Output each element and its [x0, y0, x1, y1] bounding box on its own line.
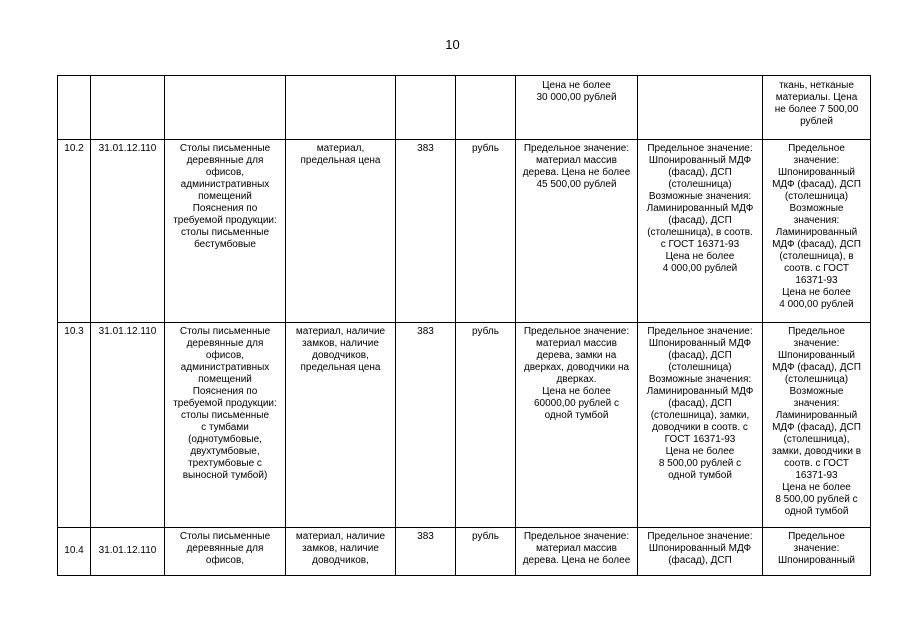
cell-characteristic — [286, 76, 396, 140]
cell-value-lead: Предельное значение: Шпонированный МДФ (фасад), ДСП — [638, 528, 763, 576]
table-row — [58, 76, 871, 140]
cell-code: 31.01.12.110 — [91, 140, 165, 323]
cell-code: 31.01.12.110 — [91, 528, 165, 576]
cell-value-high: Цена не более 30 000,00 рублей — [516, 76, 638, 140]
cell-characteristic: материал, наличие замков, наличие доводчиков, — [286, 528, 396, 576]
cell-unit: рубль — [456, 528, 516, 576]
cell-okei: 383 — [396, 323, 456, 528]
cell-number: 10.2 — [58, 140, 91, 323]
requirements-table — [57, 75, 871, 576]
table-row — [58, 323, 871, 528]
cell-value-other: Предельное значение: Шпонированный МДФ (фасад), ДСП (столешница) Возможные значения: Ламинированный МДФ (фасад), ДСП (столешница), замки, доводчики в соотв. с ГОСТ 16371-93 Цена не более 8 500,00 рублей с одной тумбой — [763, 323, 871, 528]
cell-value-high: Предельное значение: материал массив дерева. Цена не более 45 500,00 рублей — [516, 140, 638, 323]
cell-number — [58, 76, 91, 140]
page-number: 10 — [445, 37, 460, 52]
cell-unit: рубль — [456, 140, 516, 323]
cell-characteristic: материал, предельная цена — [286, 140, 396, 323]
cell-value-high: Предельное значение: материал массив дерева. Цена не более — [516, 528, 638, 576]
cell-name — [165, 76, 286, 140]
cell-okei: 383 — [396, 140, 456, 323]
table-row — [58, 528, 871, 576]
cell-value-lead: Предельное значение: Шпонированный МДФ (фасад), ДСП (столешница) Возможные значения: Ламинированный МДФ (фасад), ДСП (столешница), замки, доводчики в соотв. с ГОСТ 16371-93 Цена не более 8 500,00 рублей с одной тумбой — [638, 323, 763, 528]
cell-value-high: Предельное значение: материал массив дерева, замки на дверках, доводчики на дверках. Цена не более 60000,00 рублей с одной тумбой — [516, 323, 638, 528]
cell-code — [91, 76, 165, 140]
cell-name: Столы письменные деревянные для офисов, — [165, 528, 286, 576]
cell-okei — [396, 76, 456, 140]
cell-value-other: ткань, нетканые материалы. Цена не более 7 500,00 рублей — [763, 76, 871, 140]
cell-code: 31.01.12.110 — [91, 323, 165, 528]
cell-value-other: Предельное значение: Шпонированный — [763, 528, 871, 576]
cell-unit: рубль — [456, 323, 516, 528]
table-row — [58, 140, 871, 323]
cell-value-lead: Предельное значение: Шпонированный МДФ (фасад), ДСП (столешница) Возможные значения: Ламинированный МДФ (фасад), ДСП (столешница), в соотв. с ГОСТ 16371-93 Цена не более 4 000,00 рублей — [638, 140, 763, 323]
cell-number: 10.4 — [58, 528, 91, 576]
cell-okei: 383 — [396, 528, 456, 576]
cell-value-other: Предельное значение: Шпонированный МДФ (фасад), ДСП (столешница) Возможные значения: Ламинированный МДФ (фасад), ДСП (столешница), в соотв. с ГОСТ 16371-93 Цена не более 4 000,00 рублей — [763, 140, 871, 323]
cell-number: 10.3 — [58, 323, 91, 528]
cell-unit — [456, 76, 516, 140]
cell-name: Столы письменные деревянные для офисов, административных помещений Пояснения по требуемой продукции: столы письменные с тумбами (однотумбовые, двухтумбовые, трехтумбовые с выносной тумбой) — [165, 323, 286, 528]
cell-name: Столы письменные деревянные для офисов, административных помещений Пояснения по требуемой продукции: столы письменные бестумбовые — [165, 140, 286, 323]
cell-value-lead — [638, 76, 763, 140]
cell-characteristic: материал, наличие замков, наличие доводчиков, предельная цена — [286, 323, 396, 528]
